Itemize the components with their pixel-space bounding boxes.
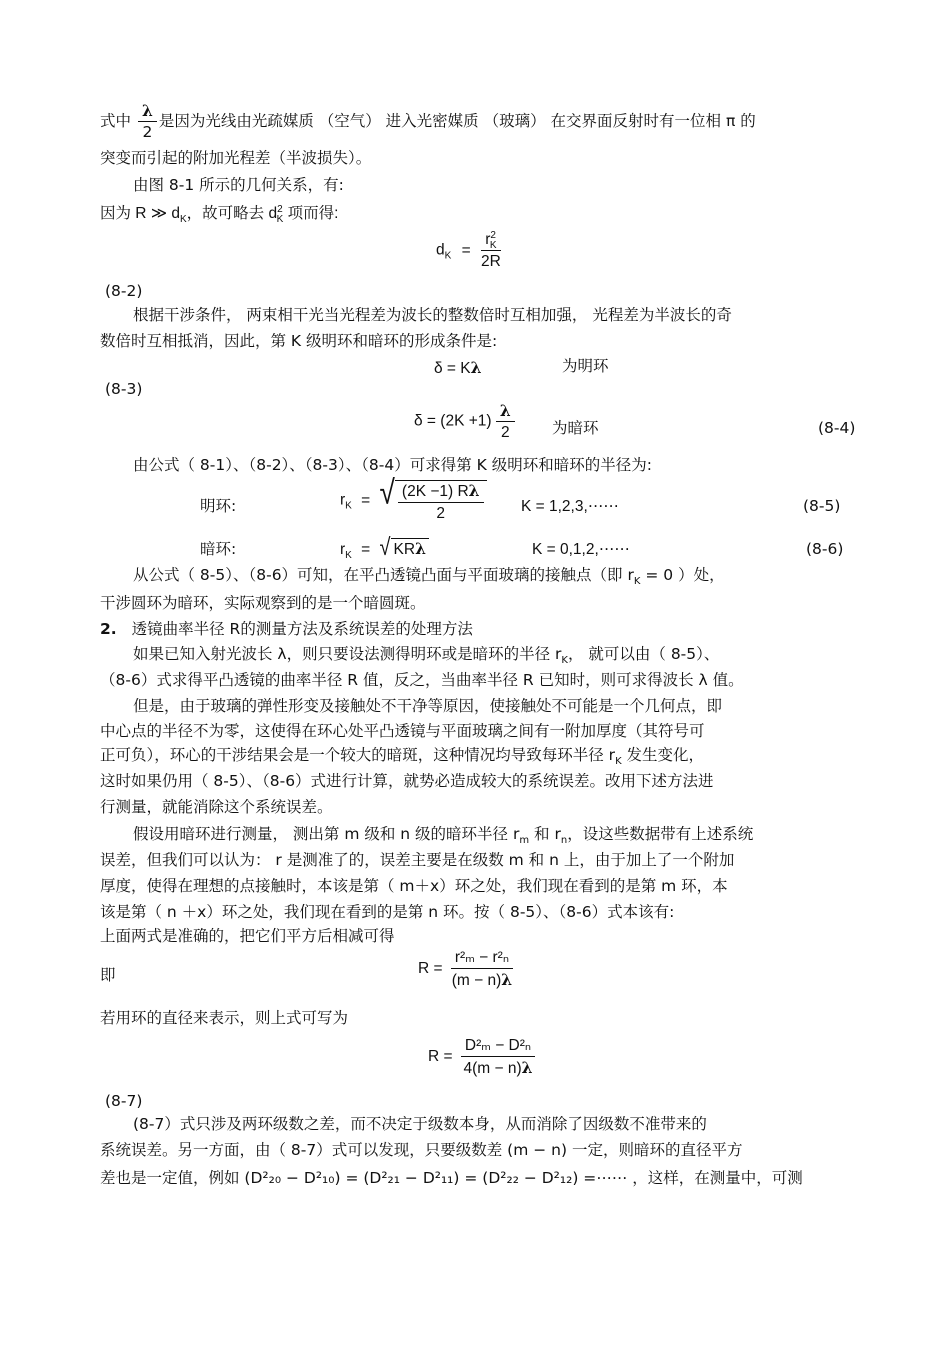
equation-label: (8-7) [105,1092,143,1110]
equation-note: 为暗环 [552,419,599,437]
equation-label: (8-6) [806,540,844,558]
dark-ring-label: 暗环: [200,540,237,558]
equation-label: (8-4) [818,419,856,437]
text-line: 厚度，使得在理想的点接触时，本该是第（ m＋x）环之处，我们现在看到的是第 m 环，本 [100,877,728,895]
text-line: 式中 $\frac{\lambda}{2}$ 是因为光线由光疏媒质 （空气） 进入光密媒质 （玻璃） 在交界面反射时有一位相 π 的 [100,101,756,141]
equation-8-4: δ = (2K +1) $\frac{\lambda}{2}$ [414,403,515,440]
text-line: 上面两式是准确的，把它们平方后相减可得 [100,927,395,945]
equation-8-3: δ = Kλ [434,358,482,377]
text-line: 差也是一定值，例如 (D²₂₀ − D²₁₀) = (D²₂₁ − D²₁₁) = (D²₂₂ − D²₁₂) =⋯⋯ ，这样，在测量中，可测 [100,1169,803,1187]
equation-note: 为明环 [562,357,609,375]
equation-8-7: R = $\frac{\text{D²ₘ − D²ₙ}}{4(m - n)\lambda}$ [428,1038,535,1076]
equation-label: (8-2) [105,282,143,300]
text-line: 如果已知入射光波长 λ，则只要设法测得明环或是暗环的半径 $r_K$， 就可以由（ 8-5）、 [133,645,720,667]
text-line: 正可负），环心的干涉结果会是一个较大的暗斑，这种情况均导致每环半径 $r_K$ 发生变化， [100,746,705,768]
lambda-half-fraction: $\frac{\lambda}{2}$ [138,103,157,140]
text-line: 行测量，就能消除这个系统误差。 [100,798,333,816]
text-line: 突变而引起的附加光程差（半波损失）。 [100,149,372,167]
k-values: K = 0,1,2,⋯⋯ [532,541,630,558]
section-heading: 2. 透镜曲率半径 R的测量方法及系统误差的处理方法 [100,620,473,638]
bright-ring-label: 明环: [200,497,237,515]
equation-r1: R = $\frac{\text{r²ₘ − r²ₙ}}{(m - n)\lambda}$ [418,949,513,989]
equation-8-2: $d_K$ = $\frac{r^2_K}{2R}$ [436,229,501,270]
equation-label: (8-5) [803,497,841,515]
equation-8-6: $r_K$ = √ KRλ [340,538,429,558]
text-line: 这时如果仍用（ 8-5）、（8-6）式进行计算，就势必造成较大的系统误差。改用下述方法进 [100,772,714,790]
text-line: 但是，由于玻璃的弹性形变及接触处不干净等原因，使接触处不可能是一个几何点，即 [133,697,723,715]
text-line: 干涉圆环为暗环，实际观察到的是一个暗圆斑。 [100,594,426,612]
text-line: 假设用暗环进行测量， 测出第 m 级和 n 级的暗环半径 $r_m$ 和 $r_n$，设这些数据带有上述系统 [133,825,754,847]
text-line: 数倍时互相抵消，因此，第 K 级明环和暗环的形成条件是: [100,332,498,350]
k-values: K = 1,2,3,⋯⋯ [521,498,619,515]
text-line: （8-6）式求得平凸透镜的曲率半径 R 值，反之，当曲率半径 R 已知时，则可求得波长 λ 值。 [100,671,744,689]
text-line: 该是第（ n ＋x）环之处，我们现在看到的是第 n 环。按（ 8-5）、（8-6）式本该有: [100,903,675,921]
text-line: 即 [100,966,116,984]
text-line: 误差，但我们可以认为： r 是测准了的，误差主要是在级数 m 和 n 上，由于加上了一个附加 [100,851,735,869]
equation-label: (8-3) [105,380,143,398]
text-line: 系统误差。另一方面，由（ 8-7）式可以发现，只要级数差 (m − n) 一定，则暗环的直径平方 [100,1141,743,1159]
equation-8-5: $r_K$ = √ $\frac{(2K -1) R\lambda}{2}$ [340,480,487,521]
text-line: 由图 8-1 所示的几何关系，有: [133,176,344,194]
text-line: (8-7）式只涉及两环级数之差，而不决定于级数本身，从而消除了因级数不准带来的 [133,1115,707,1133]
text-line: 从公式（ 8-5）、（8-6）可知，在平凸透镜凸面与平面玻璃的接触点（即 $r_K = 0$ ）处， [133,566,725,588]
text-line: 由公式（ 8-1）、（8-2）、（8-3）、（8-4）可求得第 K 级明环和暗环的半径为: [133,456,652,474]
text-line: 中心点的半径不为零，这使得在环心处平凸透镜与平面玻璃之间有一附加厚度（其符号可 [100,722,705,740]
text-line: 若用环的直径来表示，则上式可写为 [100,1009,349,1027]
text-line: 因为 R ≫ $d_K$，故可略去 $d^2_K$ 项而得: [100,203,339,226]
text-line: 根据干涉条件， 两束相干光当光程差为波长的整数倍时互相加强， 光程差为半波长的奇 [133,306,732,324]
